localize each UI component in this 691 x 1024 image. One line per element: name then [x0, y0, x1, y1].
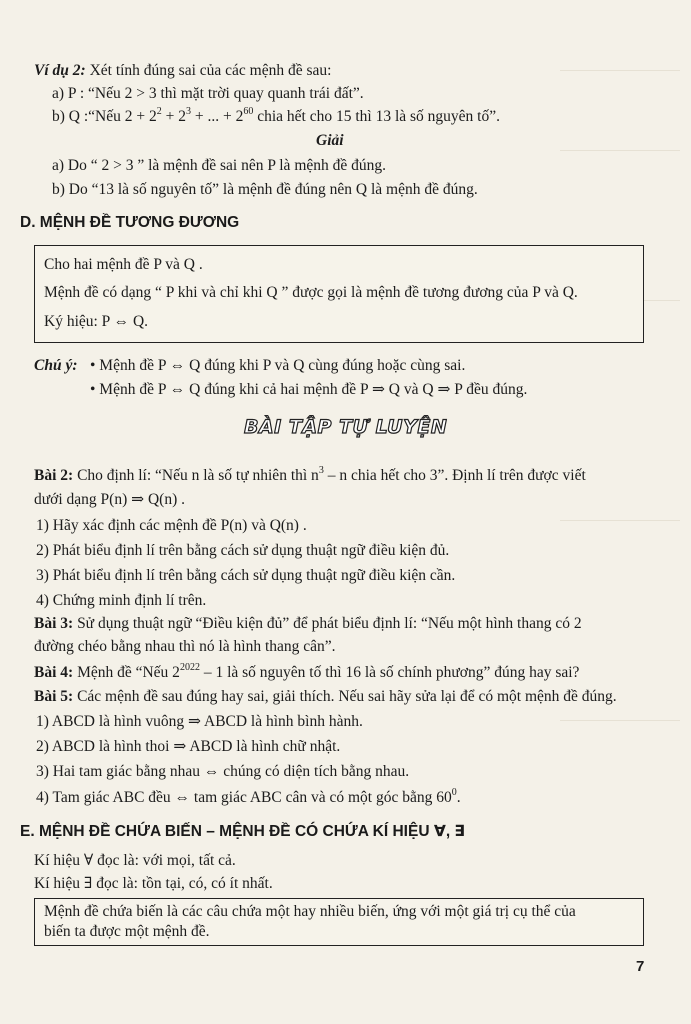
solution-b: b) Do “13 là số nguyên tố” là mệnh đề đúng nên Q là mệnh đề đúng.	[52, 181, 478, 198]
exercise-5-item-2: 2) ABCD là hình thoi ⇒ ABCD là hình chữ nhật.	[36, 738, 341, 755]
note-line-2: • Mệnh đề P ⇔ Q đúng khi cả hai mệnh đề P ⇒ Q và Q ⇒ P đều đúng.	[90, 381, 528, 398]
note-line-1: • Mệnh đề P ⇔ Q đúng khi P và Q cùng đúng hoặc cùng sai.	[90, 357, 466, 374]
note-label: Chú ý:	[34, 357, 78, 374]
section-d-title: D. MỆNH ĐỀ TƯƠNG ĐƯƠNG	[20, 214, 240, 231]
exercise-5-item-3: 3) Hai tam giác bằng nhau ⇔ chúng có diện tích bằng nhau.	[36, 763, 410, 780]
page-number: 7	[636, 958, 645, 975]
example-text: Xét tính đúng sai của các mệnh đề sau:	[85, 62, 332, 79]
exercise-5-line-1: Bài 5: Các mệnh đề sau đúng hay sai, giải thích. Nếu sai hãy sửa lại để có một mệnh đề đúng.	[34, 688, 617, 705]
solution-heading: Giải	[316, 132, 344, 149]
exercise-2-line-2: dưới dạng P(n) ⇒ Q(n) .	[34, 491, 185, 508]
exercise-4: Bài 4: Mệnh đề “Nếu $2^{2022} - 1$ là số nguyên tố thì 16 là số chính phương” đúng hay sai?	[34, 662, 580, 681]
definition-line-3: Ký hiệu: P ⇔ Q.	[44, 313, 149, 330]
variable-definition-line-2: biến ta được một mệnh đề.	[44, 923, 210, 940]
exercise-3-line-1: Bài 3: Sử dụng thuật ngữ “Điều kiện đủ” để phát biểu định lí: “Nếu một hình thang có 2	[34, 615, 582, 632]
example-2-heading	[34, 61, 331, 81]
exercise-2-item-1: 1) Hãy xác định các mệnh đề P(n) và Q(n) .	[36, 517, 307, 534]
exists-symbol-note: Kí hiệu ∃ đọc là: tồn tại, có, có ít nhất.	[34, 875, 273, 892]
example-2-item-b: b) Q :“Nếu $2 + 2^2 + 2^3$ + ... + $2^{60}$ chia hết cho 15 thì 13 là số nguyên tố”.	[52, 106, 500, 125]
example-label: Ví dụ 2:	[34, 62, 86, 79]
exercise-2-item-3: 3) Phát biểu định lí trên bằng cách sử dụng thuật ngữ điều kiện cần.	[36, 567, 456, 584]
exercise-2-line-1: Bài 2: Cho định lí: “Nếu n là số tự nhiên thì $n^3$ – n chia hết cho 3”. Định lí trên được viết	[34, 465, 586, 484]
exercise-5-item-4: 4) Tam giác ABC đều ⇔ tam giác ABC cân và có một góc bằng $60^0$.	[36, 787, 461, 806]
forall-symbol-note: Kí hiệu ∀ đọc là: với mọi, tất cả.	[34, 852, 236, 869]
example-2-item-a: a) P : “Nếu 2 > 3 thì mặt trời quay quanh trái đất”.	[52, 85, 364, 102]
exercise-2-item-4: 4) Chứng minh định lí trên.	[36, 592, 207, 609]
definition-line-1: Cho hai mệnh đề P và Q .	[44, 256, 203, 273]
exercise-3-line-2: đường chéo bằng nhau thì nó là hình thang cân”.	[34, 638, 336, 655]
definition-line-2: Mệnh đề có dạng “ P khi và chỉ khi Q ” được gọi là mệnh đề tương đương của P và Q.	[44, 284, 578, 301]
exercise-banner: BÀI TẬP TỰ LUYỆN	[244, 416, 448, 438]
exercise-5-item-1: 1) ABCD là hình vuông ⇒ ABCD là hình bình hành.	[36, 713, 363, 730]
exercise-2-item-2: 2) Phát biểu định lí trên bằng cách sử dụng thuật ngữ điều kiện đủ.	[36, 542, 450, 559]
variable-definition-line-1: Mệnh đề chứa biến là các câu chứa một hay nhiều biến, ứng với một giá trị cụ thể của	[44, 903, 576, 920]
section-e-title: E. MỆNH ĐỀ CHỨA BIẾN – MỆNH ĐỀ CÓ CHỨA KÍ HIỆU ∀, ∃	[20, 823, 466, 840]
solution-a: a) Do “ 2 > 3 ” là mệnh đề sai nên P là mệnh đề đúng.	[52, 157, 387, 174]
